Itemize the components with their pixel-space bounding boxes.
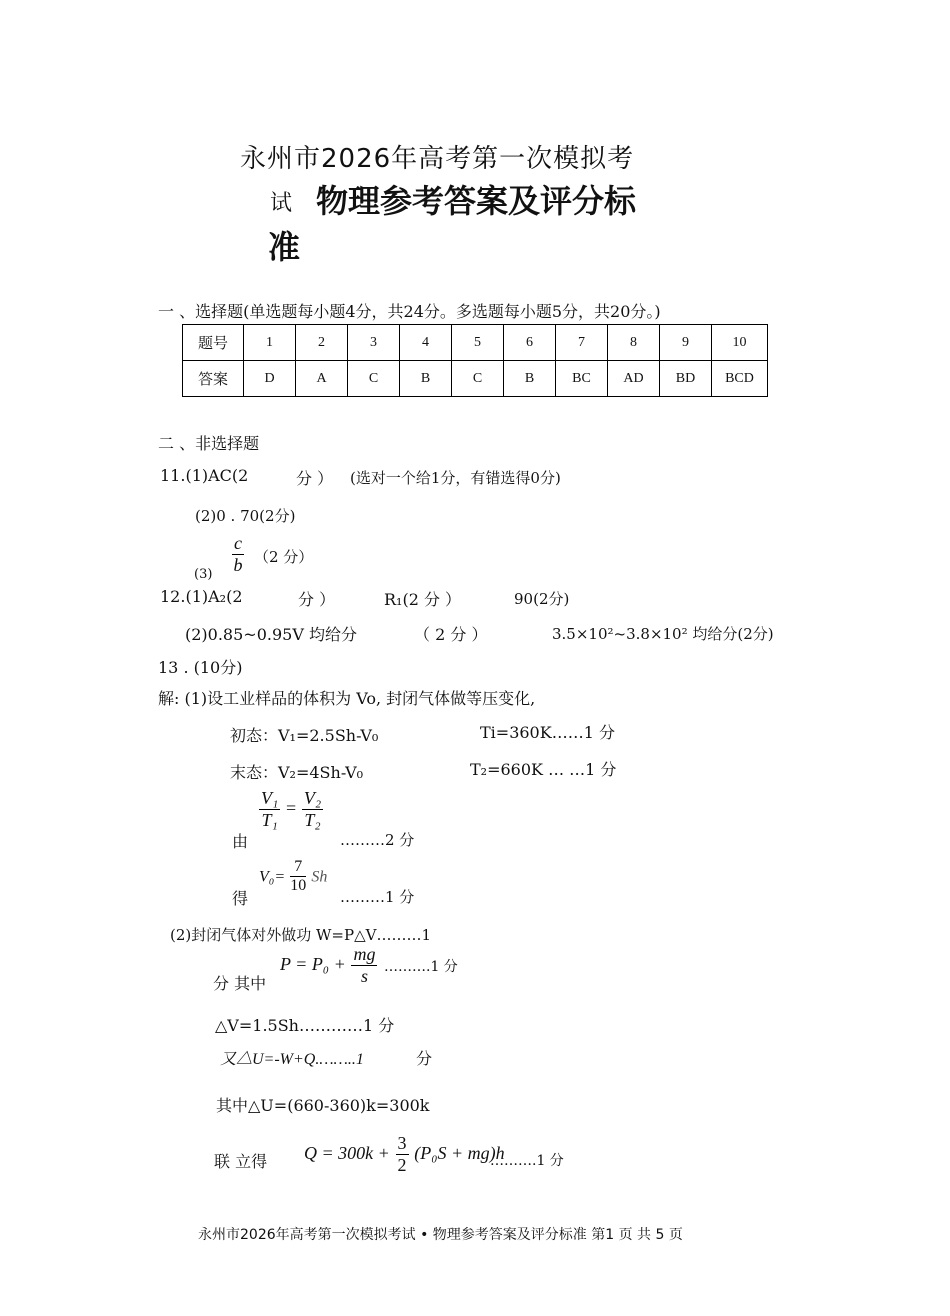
table-cell: BD — [660, 361, 712, 397]
fraction-denominator: 2 — [397, 1154, 407, 1175]
section2-heading: 二 、非选择题 — [158, 434, 260, 453]
table-cell: 8 — [608, 325, 660, 361]
q13-eq2 — [259, 858, 327, 896]
q13-you: 由 — [232, 832, 249, 851]
q11-part2: (2)0 . 70(2分) — [195, 507, 296, 525]
q13-q-eq — [304, 1133, 505, 1175]
q13-de: 得 — [232, 889, 249, 908]
fraction-denominator: T₂ — [304, 809, 321, 830]
p-eq-lhs: P = P₀ + — [280, 954, 346, 975]
table-header-cell: 题号 — [183, 325, 244, 361]
q13-part2-fen: 分 其中 — [213, 974, 267, 993]
table-cell: 6 — [504, 325, 556, 361]
q13-p-eq-score: ……….1 分 — [384, 959, 458, 975]
q13-delta-v: △V=1.5Sh…………1 分 — [215, 1016, 395, 1035]
q13-final-temp: T₂=660K … …1 分 — [470, 760, 617, 779]
q11-part1: 11.(1)AC(2 — [160, 466, 249, 485]
fraction-denominator: T₁ — [261, 809, 278, 830]
q13-eq2-score: ………1 分 — [340, 888, 415, 906]
q11-part3-fraction — [232, 533, 244, 575]
q-eq-tail: (P₀S + mg)h — [414, 1143, 505, 1164]
section1-heading: 一 、选择题(单选题每小题4分，共24分。多选题每小题5分，共20分。) — [158, 302, 661, 321]
table-cell: AD — [608, 361, 660, 397]
q13-eq1: $\frac{\text{V₁}}{\text{T₁}}$ = $\frac{\text{V₂}}{\text{T₂}}$ — [261, 788, 322, 830]
q11-part1-note: (选对一个给1分，有错选得0分) — [350, 469, 561, 487]
fraction-numerator: V₂ — [303, 788, 322, 808]
q13-initial-state: 初态：V₁=2.5Sh-V₀ — [230, 726, 379, 745]
q12-part2-range: 3.5×10²~3.8×10² 均给分(2分) — [552, 625, 774, 643]
q13-initial-temp: Ti=360K……1 分 — [480, 723, 615, 742]
q12-90: 90(2分) — [514, 590, 570, 608]
table-cell: 2 — [296, 325, 348, 361]
fraction-numerator: c — [234, 533, 242, 553]
fraction-denominator: s — [360, 965, 368, 986]
title-line-3: 准 — [268, 228, 301, 266]
title-shi: 试 — [270, 191, 293, 216]
q13-heading: 13 . (10分) — [158, 658, 243, 677]
fraction-numerator: mg — [353, 944, 376, 964]
q13-final-state: 末态：V₂=4Sh-V₀ — [230, 763, 364, 782]
q13-p-eq — [280, 944, 377, 986]
q-eq-lhs: Q = 300k + — [304, 1143, 390, 1164]
fraction-denominator: b — [233, 554, 243, 575]
q12-part2: (2)0.85~0.95V 均给分 — [185, 625, 357, 644]
table-cell: BCD — [712, 361, 768, 397]
q13-eq1-score: ………2 分 — [340, 831, 415, 849]
table-cell: 1 — [244, 325, 296, 361]
fraction-numerator: V₁ — [261, 788, 279, 808]
table-cell: D — [244, 361, 296, 397]
q13-lian: 联 立得 — [214, 1152, 268, 1171]
title-line-2: 物理参考答案及评分标 — [316, 182, 637, 220]
table-cell: 10 — [712, 325, 768, 361]
table-row — [183, 325, 768, 361]
q13-q-eq-score: ……….1 分 — [490, 1153, 564, 1169]
eq2-lhs: V₀= — [259, 868, 286, 886]
table-cell: 7 — [556, 325, 608, 361]
eq2-tail: Sh — [311, 868, 328, 886]
table-cell: C — [452, 361, 504, 397]
fraction-numerator: 7 — [290, 858, 306, 877]
q13-delta-u-fen: 分 — [416, 1049, 433, 1068]
table-cell: A — [296, 361, 348, 397]
q13-delta-u: 又△U=-W+Q.……..1 — [220, 1051, 364, 1068]
table-cell: 9 — [660, 325, 712, 361]
fraction-denominator: 10 — [290, 877, 307, 895]
q11-part1-score: 分 ） — [296, 469, 334, 488]
title-line-1: 永州市2026年高考第一次模拟考 — [240, 144, 635, 174]
q11-part3-label: (3) — [194, 567, 213, 582]
q13-delta-u-value: 其中△U=(660-360)k=300k — [216, 1096, 430, 1115]
table-cell: 4 — [400, 325, 452, 361]
q12-part1: 12.(1)A₂(2 — [160, 587, 243, 606]
table-cell: 5 — [452, 325, 504, 361]
q11-part3-score: （2 分） — [254, 548, 314, 566]
fraction-numerator: 3 — [397, 1133, 407, 1153]
q12-part1-score: 分 ） — [298, 590, 336, 609]
q13-intro: 解: (1)设工业样品的体积为 Vo, 封闭气体做等压变化, — [158, 689, 536, 708]
table-row — [183, 361, 768, 397]
table-cell: 3 — [348, 325, 400, 361]
q13-part2-line: (2)封闭气体对外做功 W=P△V………1 — [170, 926, 432, 944]
table-cell: BC — [556, 361, 608, 397]
page-footer: 永州市2026年高考第一次模拟考试 • 物理参考答案及评分标准 第1 页 共 5 页 — [198, 1227, 683, 1243]
table-cell: B — [504, 361, 556, 397]
q12-r1: R₁(2 分 ） — [384, 590, 462, 609]
table-cell: B — [400, 361, 452, 397]
table-cell: C — [348, 361, 400, 397]
answer-table — [182, 324, 768, 397]
table-header-cell: 答案 — [183, 361, 244, 397]
q12-part2-score: （ 2 分 ） — [414, 625, 488, 644]
